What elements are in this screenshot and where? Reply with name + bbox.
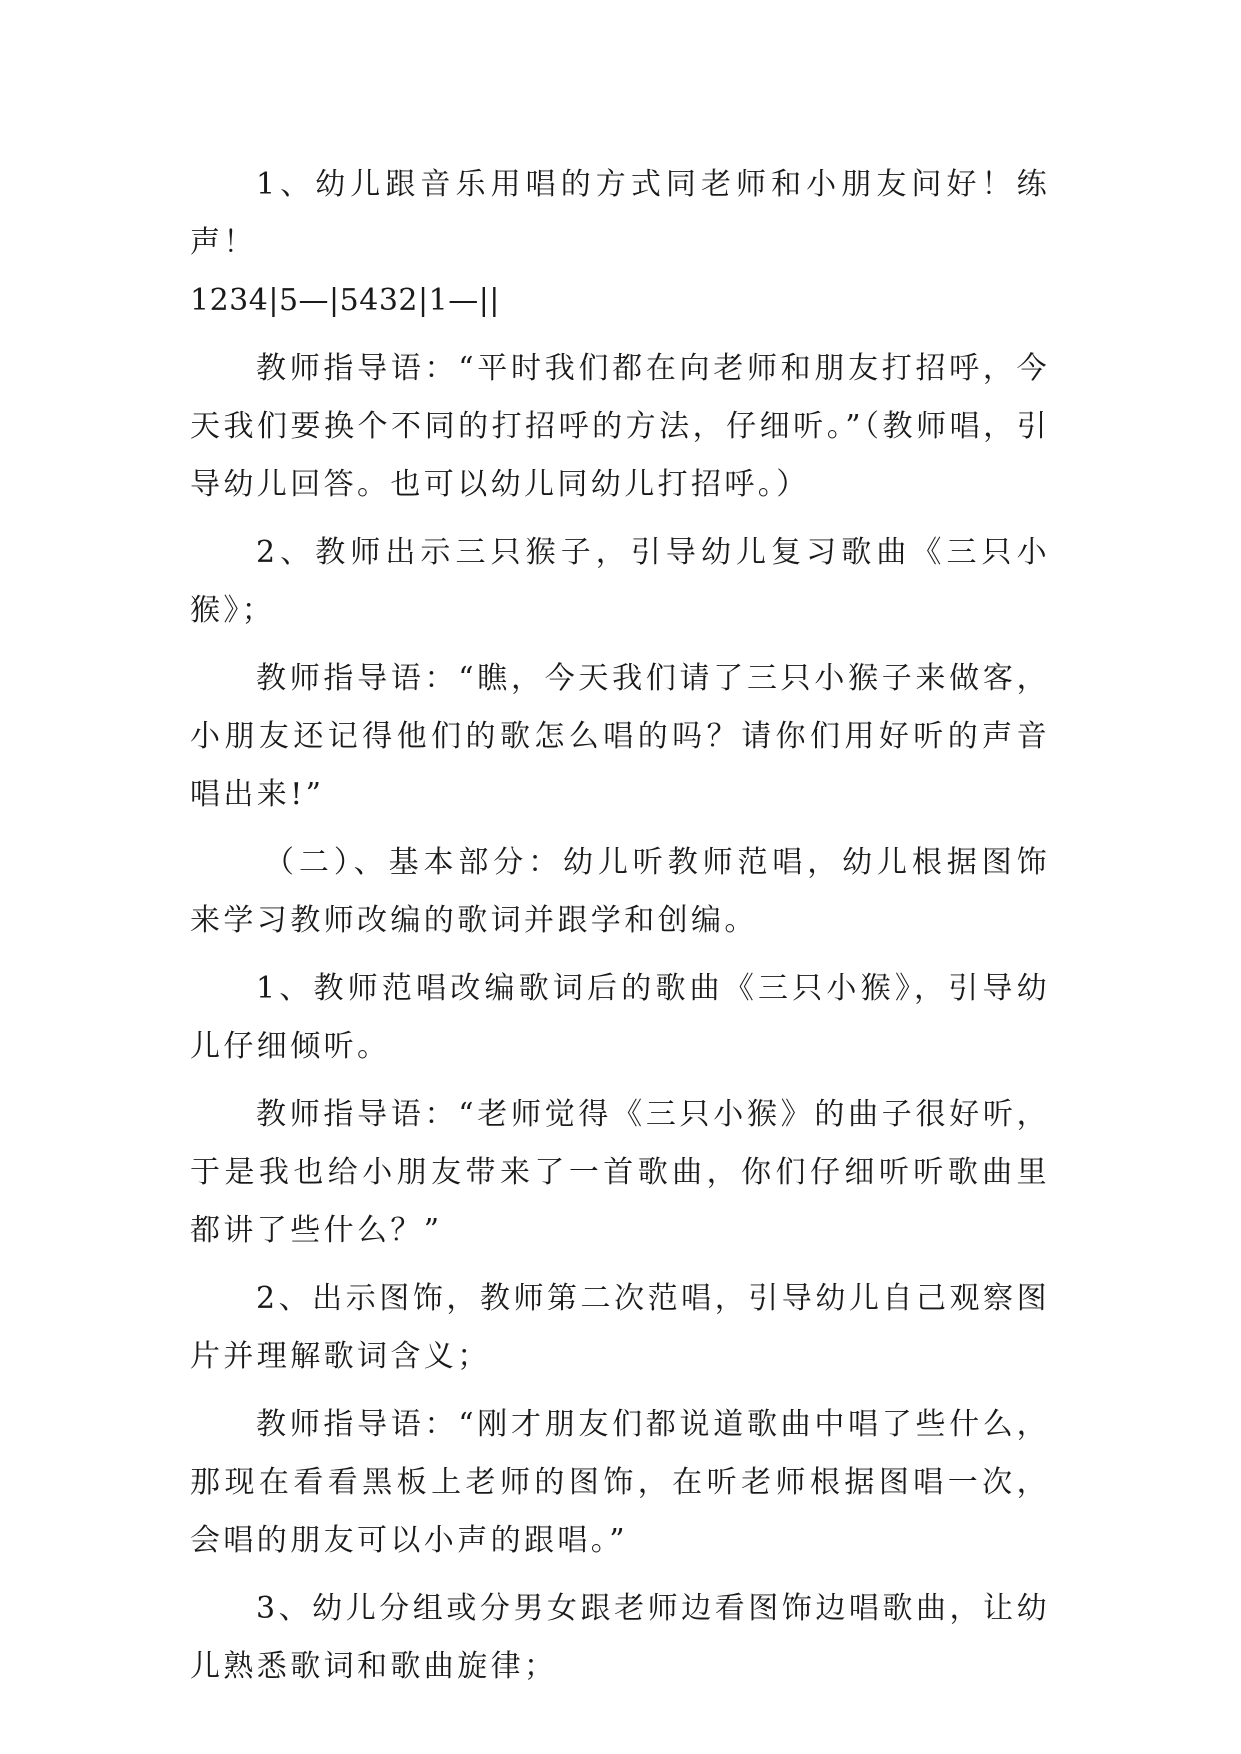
paragraph-gap — [190, 950, 1050, 960]
paragraph-step-1-demo: 1、教师范唱改编歌词后的歌曲《三只小猴》，引导幼儿仔细倾听。 — [190, 971, 1050, 1064]
paragraph-teacher-guide-2: 教师指导语：“瞧，今天我们请了三只小猴子来做客，小朋友还记得他们的歌怎么唱的吗？请你们用好听的声音唱出来!” — [190, 661, 1050, 812]
paragraph-teacher-guide-1: 教师指导语：“平时我们都在向老师和朋友打招呼，今天我们要换个不同的打招呼的方法，仔细听。”（教师唱，引导幼儿回答。也可以幼儿同幼儿打招呼。） — [190, 351, 1050, 502]
paragraph-gap — [190, 330, 1050, 340]
document-body — [190, 156, 1050, 1696]
paragraph-gap — [190, 514, 1050, 524]
paragraph-step-2-images: 2、出示图饰，教师第二次范唱，引导幼儿自己观察图片并理解歌词含义； — [190, 1281, 1050, 1374]
paragraph-teacher-guide-3: 教师指导语：“老师觉得《三只小猴》的曲子很好听，于是我也给小朋友带来了一首歌曲，你们仔细听听歌曲里都讲了些什么？” — [190, 1097, 1050, 1248]
paragraph-gap — [190, 1260, 1050, 1270]
paragraph-gap — [190, 824, 1050, 834]
paragraph-teacher-guide-4: 教师指导语：“刚才朋友们都说道歌曲中唱了些什么，那现在看看黑板上老师的图饰，在听老师根据图唱一次，会唱的朋友可以小声的跟唱。” — [190, 1407, 1050, 1558]
paragraph-step-3-group: 3、幼儿分组或分男女跟老师边看图饰边唱歌曲，让幼儿熟悉歌词和歌曲旋律； — [190, 1591, 1050, 1684]
paragraph-gap — [190, 1386, 1050, 1396]
paragraph-greeting-step: 1、幼儿跟音乐用唱的方式同老师和小朋友问好！练声！ — [190, 167, 1050, 260]
paragraph-gap — [190, 1570, 1050, 1580]
paragraph-vocal-notation: 1234|5—|5432|1—|| — [190, 283, 500, 318]
paragraph-gap — [190, 640, 1050, 650]
paragraph-section-basic: （二）、基本部分：幼儿听教师范唱，幼儿根据图饰来学习教师改编的歌词并跟学和创编。 — [190, 845, 1050, 938]
paragraph-step-2-review: 2、教师出示三只猴子，引导幼儿复习歌曲《三只小猴》； — [190, 535, 1050, 628]
paragraph-gap — [190, 1076, 1050, 1086]
